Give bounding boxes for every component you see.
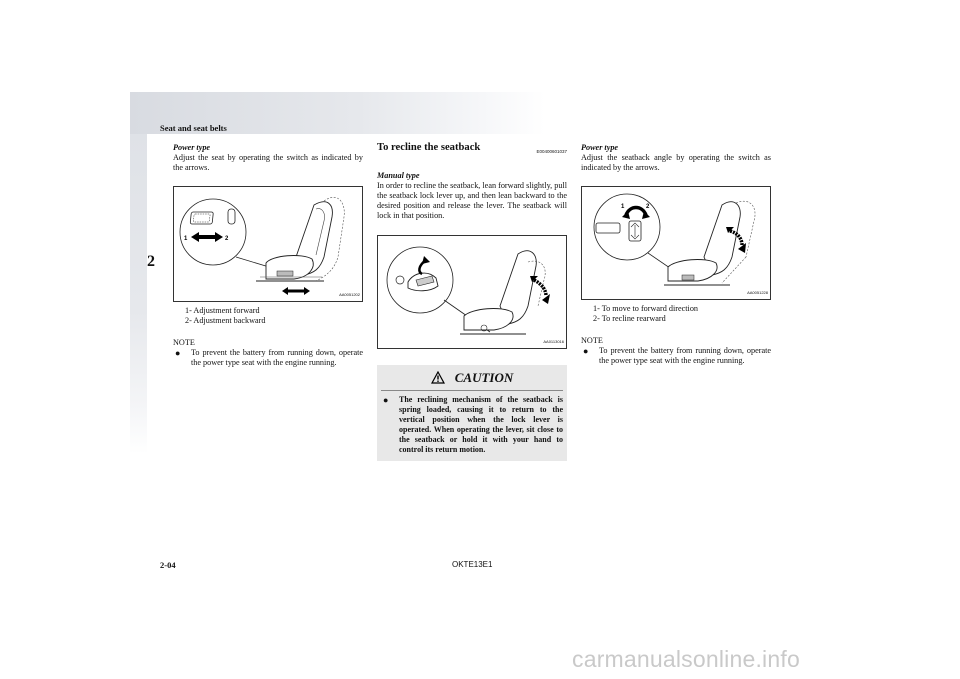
legend-item: 1- To move to forward direction — [593, 304, 699, 313]
section-title — [377, 143, 567, 157]
seat-slide-illustration — [174, 187, 362, 301]
legend-item: 2- To recline rearward — [593, 314, 666, 323]
recline-lever-figure — [377, 235, 567, 349]
bullet-icon: ● — [383, 395, 389, 405]
callout-1: 1 — [184, 236, 188, 242]
caution-title: CAUTION — [454, 369, 514, 385]
right-legend — [581, 304, 771, 324]
caution-item — [381, 395, 563, 455]
chapter-tab-number: 2 — [147, 253, 155, 270]
watermark-link[interactable]: carmanualsonline.info — [572, 646, 800, 672]
note-text: To prevent the battery from running down, operate the power type seat with the engine running. — [599, 346, 771, 365]
seatback-angle-illustration — [582, 187, 770, 299]
bullet-icon: ● — [175, 348, 181, 358]
figure-code: AA0051228 — [747, 290, 768, 295]
right-column — [581, 143, 771, 366]
right-intro: Adjust the seatback angle by operating the switch as indicated by the arrows. — [581, 153, 771, 172]
seat-adjust-figure — [173, 186, 363, 302]
callout-2: 2 — [225, 236, 229, 242]
legend-item: 2- Adjustment backward — [185, 316, 266, 325]
left-subhead: Power type — [173, 143, 211, 152]
middle-subhead: Manual type — [377, 171, 420, 180]
figure-code: AA0113016 — [543, 339, 564, 344]
legend-item: 1- Adjustment forward — [185, 306, 260, 315]
caution-header — [381, 365, 563, 391]
bullet-icon: ● — [583, 346, 589, 356]
section-code: E00400601037 — [536, 149, 567, 154]
left-intro: Adjust the seat by operating the switch as indicated by the arrows. — [173, 153, 363, 172]
chapter-tab-band — [130, 134, 147, 454]
page-number: 2-04 — [160, 560, 176, 570]
note-label: NOTE — [173, 338, 195, 347]
caution-box — [377, 365, 567, 461]
document-code: OKTE13E1 — [452, 560, 493, 569]
note-item — [173, 348, 363, 368]
section-title-text: To recline the seatback — [377, 142, 481, 153]
middle-column — [377, 143, 567, 461]
warning-triangle-icon — [431, 371, 445, 384]
seatback-adjust-figure — [581, 186, 771, 300]
note-item — [581, 346, 771, 366]
caution-text: The reclining mechanism of the seatback is spring loaded, causing it to return to the vertical position when the lock lever is operated. When operating the lever, sit close to the seatback or hold it with your hand to control its return motion. — [399, 395, 563, 454]
left-column — [173, 143, 363, 368]
right-subhead: Power type — [581, 143, 619, 152]
note-text: To prevent the battery from running down, operate the power type seat with the engine running. — [191, 348, 363, 367]
left-legend — [173, 306, 363, 326]
page-header-title: Seat and seat belts — [160, 123, 227, 133]
middle-intro: In order to recline the seatback, lean forward slightly, pull the seatback lock lever up, and then lean backward to the desired position and release the lever. The seatback will lock in that position. — [377, 181, 567, 220]
figure-code: AA0051202 — [339, 292, 360, 297]
seat-recline-illustration — [378, 236, 566, 348]
note-label: NOTE — [581, 336, 603, 345]
callout-1: 1 — [621, 204, 625, 210]
callout-2: 2 — [646, 204, 650, 210]
